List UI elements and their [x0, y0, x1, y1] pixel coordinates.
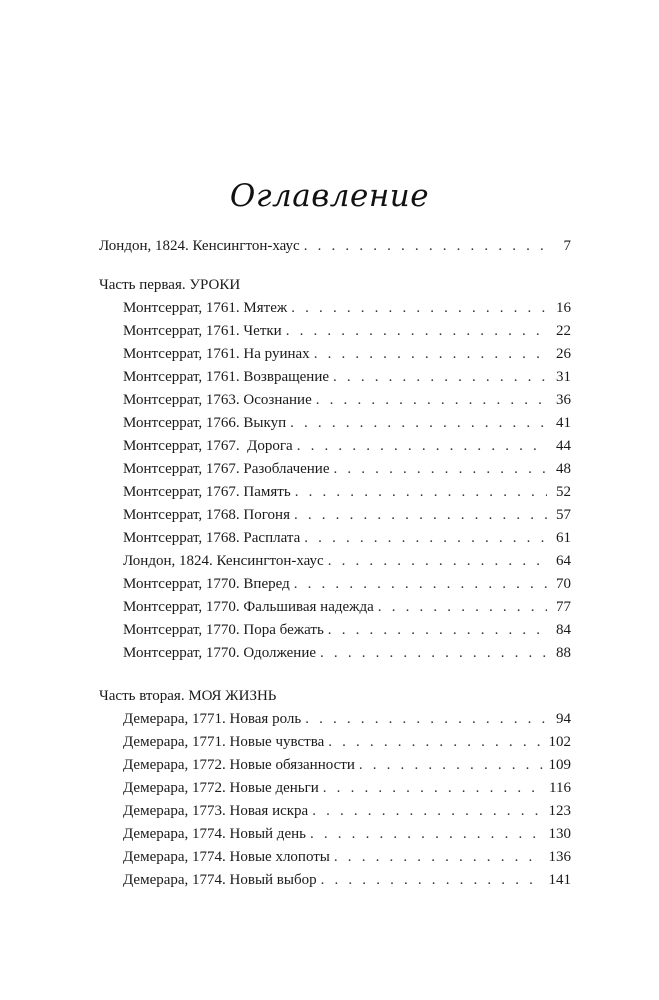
toc-entry-label: Демерара, 1771. Новые чувства: [123, 734, 325, 750]
toc-entry-page: 136: [548, 849, 571, 865]
toc-entry: [99, 573, 571, 596]
part-heading-2: Часть вторая. МОЯ ЖИЗНЬ: [99, 688, 277, 704]
dot-leader: [328, 619, 547, 642]
dot-leader: [378, 596, 547, 619]
toc-entry-page: 7: [563, 238, 571, 254]
toc-entry: [99, 481, 571, 504]
toc-entry-label: Демерара, 1773. Новая искра: [123, 803, 309, 819]
dot-leader: [291, 297, 547, 320]
part-heading-1: Часть первая. УРОКИ: [99, 277, 241, 293]
toc-entry: [99, 596, 571, 619]
dot-leader: [359, 754, 543, 777]
toc-entry-page: 22: [556, 323, 571, 339]
toc-entry-label: Монтсеррат, 1767. Память: [123, 484, 291, 500]
toc-entry-label: Монтсеррат, 1766. Выкуп: [123, 415, 287, 431]
toc-entry-page: 116: [549, 780, 571, 796]
toc-entry-label: Монтсеррат, 1763. Осознание: [123, 392, 312, 408]
toc-entry: [99, 619, 571, 642]
toc-entry-label: Монтсеррат, 1761. Мятеж: [123, 300, 288, 316]
dot-leader: [312, 800, 542, 823]
toc-entry: [99, 731, 571, 754]
toc-entry: [99, 343, 571, 366]
toc-entry-page: 26: [556, 346, 571, 362]
toc-entry: [99, 504, 571, 527]
dot-leader: [286, 320, 547, 343]
table-of-contents: [99, 235, 571, 892]
toc-entry-label: Монтсеррат, 1768. Расплата: [123, 530, 301, 546]
toc-entry-label: Демерара, 1771. Новая роль: [123, 711, 302, 727]
toc-entry-label: Лондон, 1824. Кенсингтон-хаус: [99, 238, 300, 254]
toc-entry: [99, 777, 571, 800]
toc-entry-label: Монтсеррат, 1761. На руинах: [123, 346, 310, 362]
toc-entry-page: 88: [556, 645, 571, 661]
toc-entry: [99, 846, 571, 869]
toc-entry-label: Лондон, 1824. Кенсингтон-хаус: [123, 553, 324, 569]
toc-entry-page: 94: [556, 711, 571, 727]
dot-leader: [295, 481, 547, 504]
dot-leader: [310, 823, 543, 846]
toc-entry-page: 84: [556, 622, 571, 638]
dot-leader: [304, 527, 547, 550]
dot-leader: [333, 366, 547, 389]
toc-entry-label: Демерара, 1774. Новый выбор: [123, 872, 317, 888]
dot-leader: [323, 777, 543, 800]
dot-leader: [321, 869, 543, 892]
part-2-entries: [99, 708, 571, 892]
toc-entry-page: 44: [556, 438, 571, 454]
dot-leader: [305, 708, 547, 731]
toc-entry: [99, 754, 571, 777]
toc-entry: [99, 642, 571, 665]
toc-entry: [99, 550, 571, 573]
dot-leader: [333, 458, 547, 481]
toc-entry: [99, 320, 571, 343]
toc-entry: [99, 800, 571, 823]
dot-leader: [328, 550, 547, 573]
toc-entry-page: 130: [548, 826, 571, 842]
toc-entry-page: 109: [548, 757, 571, 773]
toc-entry-label: Монтсеррат, 1761. Четки: [123, 323, 282, 339]
toc-entry-label: Монтсеррат, 1768. Погоня: [123, 507, 290, 523]
toc-entry-page: 36: [556, 392, 571, 408]
toc-entry: [99, 823, 571, 846]
toc-entry-label: Монтсеррат, 1770. Пора бежать: [123, 622, 324, 638]
toc-entry: [99, 458, 571, 481]
toc-entry-page: 70: [556, 576, 571, 592]
toc-entry-page: 31: [556, 369, 571, 385]
dot-leader: [294, 573, 547, 596]
toc-entry-page: 41: [556, 415, 571, 431]
dot-leader: [297, 435, 547, 458]
toc-entry-page: 141: [548, 872, 571, 888]
toc-entry-label: Монтсеррат, 1767. Разоблачение: [123, 461, 330, 477]
toc-entry-label: Монтсеррат, 1767. Дорога: [123, 438, 293, 454]
toc-entry-page: 123: [548, 803, 571, 819]
dot-leader: [316, 389, 547, 412]
toc-entry-label: Демерара, 1774. Новый день: [123, 826, 306, 842]
toc-entry: [99, 527, 571, 550]
dot-leader: [320, 642, 547, 665]
toc-entry-intro: [99, 235, 571, 258]
toc-entry-page: 64: [556, 553, 571, 569]
toc-entry-page: 52: [556, 484, 571, 500]
toc-entry-page: 61: [556, 530, 571, 546]
toc-entry-label: Монтсеррат, 1761. Возвращение: [123, 369, 330, 385]
toc-entry: [99, 297, 571, 320]
toc-entry-page: 102: [548, 734, 571, 750]
toc-entry-page: 57: [556, 507, 571, 523]
toc-entry-label: Монтсеррат, 1770. Вперед: [123, 576, 290, 592]
toc-entry-label: Демерара, 1772. Новые деньги: [123, 780, 319, 796]
toc-entry: [99, 412, 571, 435]
toc-entry-page: 48: [556, 461, 571, 477]
dot-leader: [334, 846, 543, 869]
part-1-entries: [99, 297, 571, 665]
page-title: Оглавление: [229, 178, 430, 214]
toc-entry-label: Монтсеррат, 1770. Фальшивая надежда: [123, 599, 374, 615]
toc-entry-label: Демерара, 1774. Новые хлопоты: [123, 849, 330, 865]
dot-leader: [304, 235, 547, 258]
toc-entry: [99, 366, 571, 389]
dot-leader: [314, 343, 547, 366]
toc-entry: [99, 708, 571, 731]
toc-entry-page: 16: [556, 300, 571, 316]
toc-entry-label: Монтсеррат, 1770. Одолжение: [123, 645, 317, 661]
toc-entry: [99, 435, 571, 458]
toc-entry: [99, 389, 571, 412]
toc-entry: [99, 869, 571, 892]
dot-leader: [328, 731, 542, 754]
dot-leader: [294, 504, 547, 527]
toc-entry-label: Демерара, 1772. Новые обязанности: [123, 757, 355, 773]
dot-leader: [290, 412, 547, 435]
toc-entry-page: 77: [556, 599, 571, 615]
